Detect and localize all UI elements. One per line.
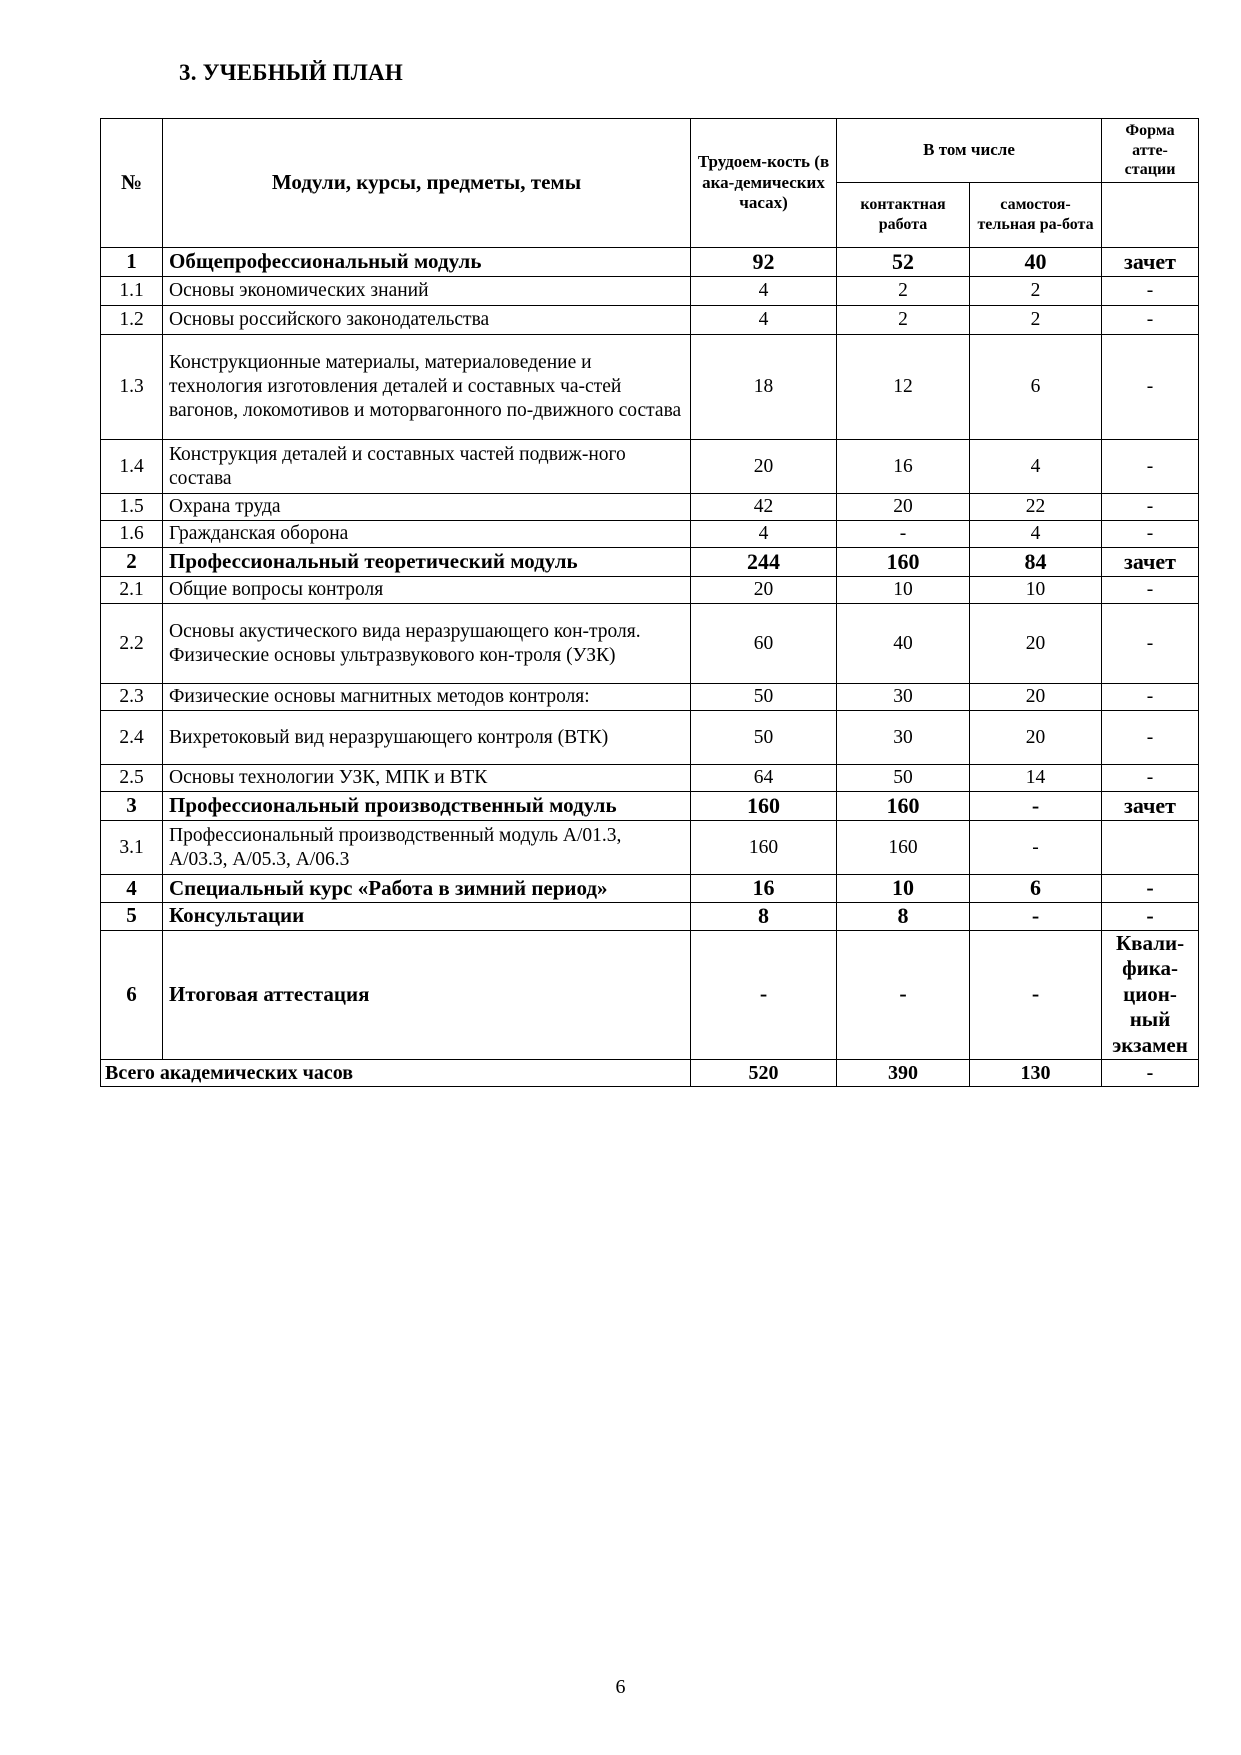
total-row <box>101 1059 1199 1086</box>
row-hours: 160 <box>691 821 837 875</box>
header-hours: Трудоем-кость (в ака-демических часах) <box>691 119 837 248</box>
row-form: Квали-фика-цион-ный экзамен <box>1102 930 1199 1059</box>
row-name: Итоговая аттестация <box>163 930 691 1059</box>
row-contact: 2 <box>837 277 970 306</box>
row-self: - <box>970 792 1102 821</box>
row-form: зачет <box>1102 248 1199 277</box>
row-name: Физические основы магнитных методов контроля: <box>163 684 691 711</box>
row-form: - <box>1102 902 1199 930</box>
header-row <box>101 119 1199 183</box>
row-name: Гражданская оборона <box>163 521 691 548</box>
row-num: 1.2 <box>101 306 163 335</box>
row-name: Основы экономических знаний <box>163 277 691 306</box>
row-self: 22 <box>970 494 1102 521</box>
row-name: Основы акустического вида неразрушающего кон-троля. Физические основы ультразвукового кон-троля (УЗК) <box>163 604 691 684</box>
row-self: 6 <box>970 875 1102 903</box>
row-contact: - <box>837 521 970 548</box>
row-form: - <box>1102 604 1199 684</box>
row-self: 2 <box>970 306 1102 335</box>
row-contact: 10 <box>837 875 970 903</box>
row-hours: 64 <box>691 765 837 792</box>
row-num: 1.3 <box>101 335 163 440</box>
row-hours: 18 <box>691 335 837 440</box>
row-hours: 50 <box>691 684 837 711</box>
row-self: 2 <box>970 277 1102 306</box>
row-hours: 4 <box>691 521 837 548</box>
row-name: Консультации <box>163 902 691 930</box>
row-form: - <box>1102 494 1199 521</box>
row-contact: 10 <box>837 577 970 604</box>
curriculum-table <box>100 118 1199 1087</box>
row-hours: 20 <box>691 440 837 494</box>
table-row <box>101 577 1199 604</box>
row-hours: 4 <box>691 277 837 306</box>
row-num: 1.4 <box>101 440 163 494</box>
total-contact: 390 <box>837 1059 970 1086</box>
table-row <box>101 548 1199 577</box>
header-contact: контактная работа <box>837 183 970 248</box>
row-num: 2.5 <box>101 765 163 792</box>
header-name: Модули, курсы, предметы, темы <box>163 119 691 248</box>
row-name: Общие вопросы контроля <box>163 577 691 604</box>
row-name: Конструкционные материалы, материаловедение и технология изготовления деталей и составных ча-стей вагонов, локомотивов и моторвагонного по-движного состава <box>163 335 691 440</box>
header-form: Форма атте-стации <box>1102 119 1199 183</box>
row-num: 2.2 <box>101 604 163 684</box>
row-num: 5 <box>101 902 163 930</box>
row-hours: 92 <box>691 248 837 277</box>
row-hours: - <box>691 930 837 1059</box>
row-self: 4 <box>970 440 1102 494</box>
table-row <box>101 521 1199 548</box>
table-row <box>101 604 1199 684</box>
table-row <box>101 306 1199 335</box>
row-self: - <box>970 930 1102 1059</box>
table-row <box>101 875 1199 903</box>
row-contact: - <box>837 930 970 1059</box>
row-num: 3.1 <box>101 821 163 875</box>
row-contact: 12 <box>837 335 970 440</box>
row-name: Основы технологии УЗК, МПК и ВТК <box>163 765 691 792</box>
row-num: 4 <box>101 875 163 903</box>
row-contact: 30 <box>837 684 970 711</box>
row-form: - <box>1102 521 1199 548</box>
row-contact: 160 <box>837 821 970 875</box>
row-contact: 2 <box>837 306 970 335</box>
row-self: 4 <box>970 521 1102 548</box>
row-num: 6 <box>101 930 163 1059</box>
table-row <box>101 440 1199 494</box>
row-hours: 160 <box>691 792 837 821</box>
row-self: 6 <box>970 335 1102 440</box>
row-contact: 50 <box>837 765 970 792</box>
row-self: 20 <box>970 604 1102 684</box>
row-self: 84 <box>970 548 1102 577</box>
page-number: 6 <box>615 1676 626 1698</box>
row-num: 1.6 <box>101 521 163 548</box>
table-row <box>101 684 1199 711</box>
row-name: Основы российского законодательства <box>163 306 691 335</box>
row-form: - <box>1102 765 1199 792</box>
row-hours: 16 <box>691 875 837 903</box>
row-self: - <box>970 821 1102 875</box>
table-row <box>101 792 1199 821</box>
row-form: - <box>1102 335 1199 440</box>
table-row <box>101 494 1199 521</box>
table-row <box>101 277 1199 306</box>
row-self: 40 <box>970 248 1102 277</box>
row-name: Профессиональный теоретический модуль <box>163 548 691 577</box>
table-row <box>101 335 1199 440</box>
row-form <box>1102 821 1199 875</box>
row-hours: 4 <box>691 306 837 335</box>
header-including: В том числе <box>837 119 1102 183</box>
row-name: Профессиональный производственный модуль <box>163 792 691 821</box>
row-form: - <box>1102 306 1199 335</box>
row-contact: 20 <box>837 494 970 521</box>
row-hours: 60 <box>691 604 837 684</box>
header-self: самостоя-тельная ра-бота <box>970 183 1102 248</box>
row-contact: 52 <box>837 248 970 277</box>
table-row <box>101 821 1199 875</box>
table-row <box>101 711 1199 765</box>
row-name: Охрана труда <box>163 494 691 521</box>
row-self: - <box>970 902 1102 930</box>
row-contact: 160 <box>837 548 970 577</box>
section-title: 3. УЧЕБНЫЙ ПЛАН <box>179 60 403 85</box>
row-name: Конструкция деталей и составных частей подвиж-ного состава <box>163 440 691 494</box>
row-hours: 50 <box>691 711 837 765</box>
row-name: Специальный курс «Работа в зимний период» <box>163 875 691 903</box>
total-self: 130 <box>970 1059 1102 1086</box>
row-contact: 40 <box>837 604 970 684</box>
row-form: - <box>1102 577 1199 604</box>
row-form: - <box>1102 875 1199 903</box>
row-form: зачет <box>1102 548 1199 577</box>
row-contact: 160 <box>837 792 970 821</box>
row-self: 10 <box>970 577 1102 604</box>
row-contact: 30 <box>837 711 970 765</box>
total-hours: 520 <box>691 1059 837 1086</box>
row-self: 14 <box>970 765 1102 792</box>
header-num: № <box>101 119 163 248</box>
row-self: 20 <box>970 684 1102 711</box>
row-form: - <box>1102 684 1199 711</box>
row-hours: 8 <box>691 902 837 930</box>
header-form-empty <box>1102 183 1199 248</box>
row-num: 2.4 <box>101 711 163 765</box>
total-label: Всего академических часов <box>101 1059 691 1086</box>
table-row <box>101 930 1199 1059</box>
row-name: Профессиональный производственный модуль А/01.3, А/03.3, А/05.3, А/06.3 <box>163 821 691 875</box>
row-name: Вихретоковый вид неразрушающего контроля (ВТК) <box>163 711 691 765</box>
row-num: 2.1 <box>101 577 163 604</box>
row-hours: 20 <box>691 577 837 604</box>
row-num: 1.5 <box>101 494 163 521</box>
table-row <box>101 902 1199 930</box>
row-num: 3 <box>101 792 163 821</box>
row-hours: 244 <box>691 548 837 577</box>
row-num: 2 <box>101 548 163 577</box>
row-form: - <box>1102 277 1199 306</box>
row-name: Общепрофессиональный модуль <box>163 248 691 277</box>
total-form: - <box>1102 1059 1199 1086</box>
row-self: 20 <box>970 711 1102 765</box>
row-form: - <box>1102 440 1199 494</box>
row-hours: 42 <box>691 494 837 521</box>
row-form: - <box>1102 711 1199 765</box>
row-num: 1 <box>101 248 163 277</box>
row-num: 1.1 <box>101 277 163 306</box>
row-form: зачет <box>1102 792 1199 821</box>
row-num: 2.3 <box>101 684 163 711</box>
row-contact: 16 <box>837 440 970 494</box>
row-contact: 8 <box>837 902 970 930</box>
table-row <box>101 248 1199 277</box>
table-row <box>101 765 1199 792</box>
